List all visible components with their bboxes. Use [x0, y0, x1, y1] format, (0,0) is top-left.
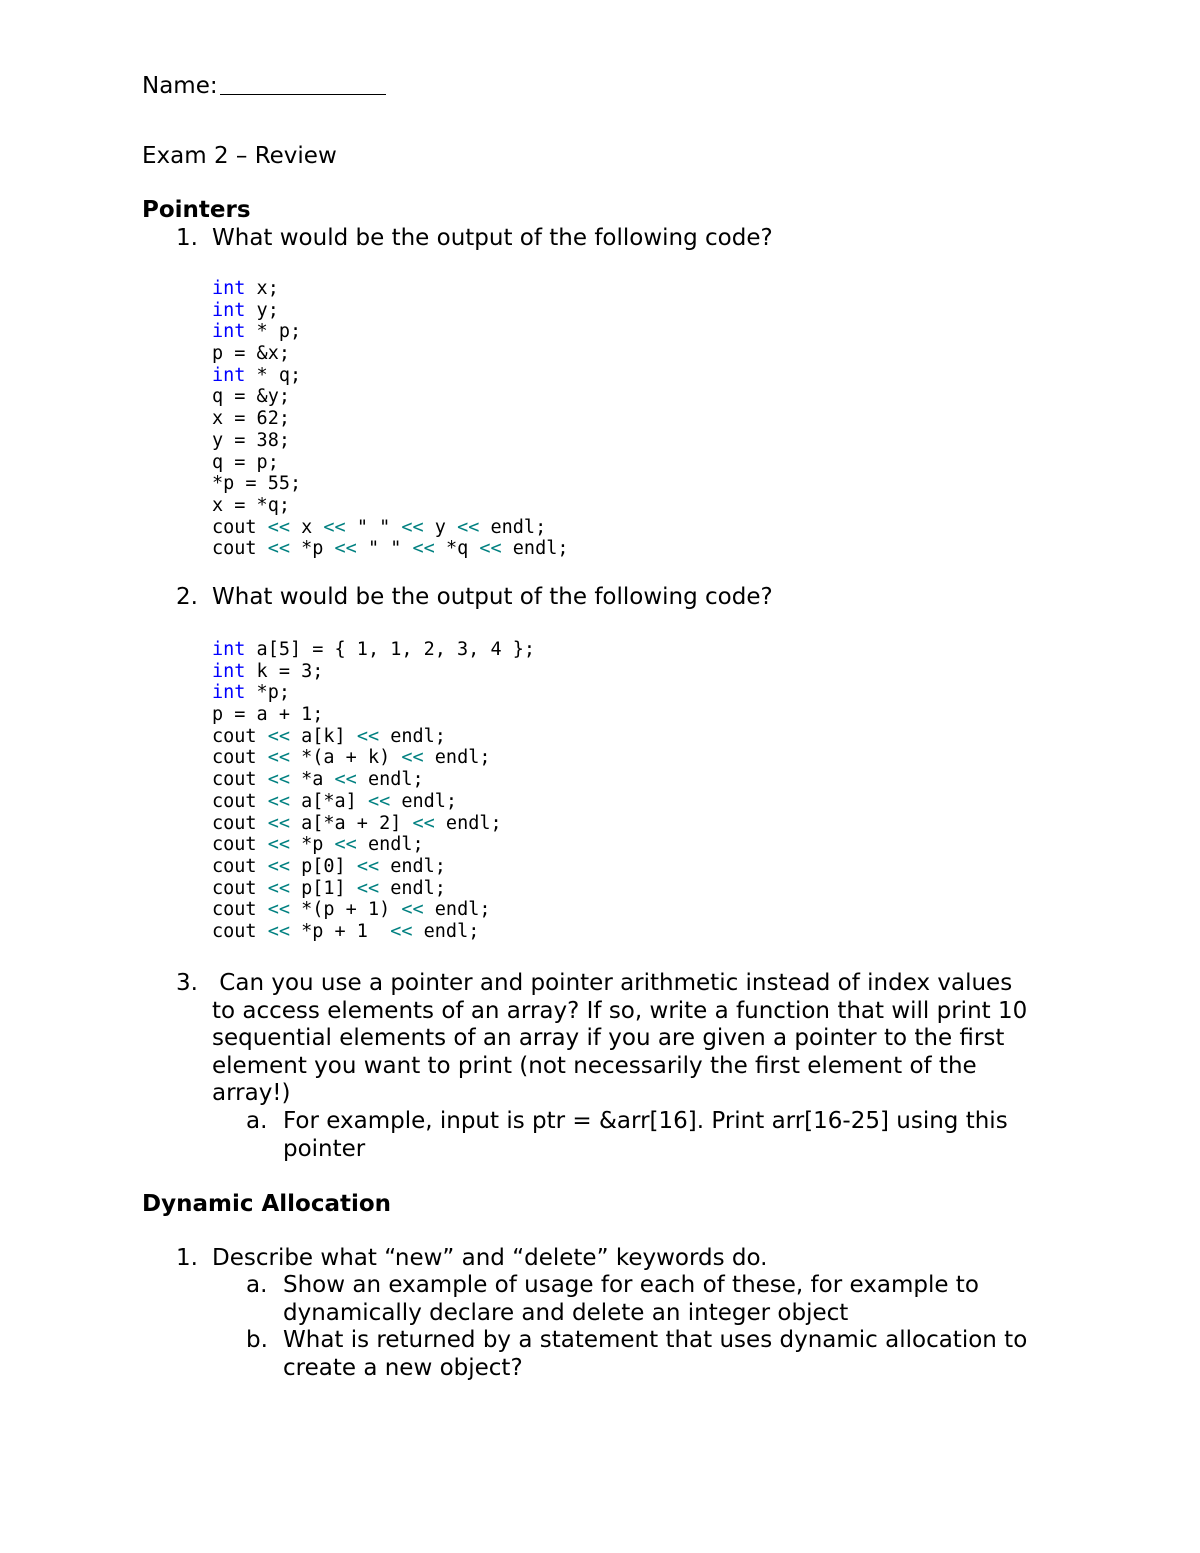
name-blank-line	[220, 72, 386, 95]
question-number: 3.	[176, 970, 198, 996]
code-operator: <<	[356, 725, 380, 747]
code-operator: <<	[267, 920, 290, 942]
subquestion-text	[283, 1327, 1063, 1382]
code-line: *p = 55;	[212, 473, 302, 495]
subquestion-text	[283, 1108, 1063, 1163]
code-block-2	[212, 639, 535, 943]
subquestion-letter: a.	[246, 1108, 268, 1134]
subquestion-letter: a.	[246, 1272, 268, 1298]
subquestion-text-line: What is returned by a statement that uses dynamic allocation to	[283, 1327, 1028, 1353]
question-text-line: array!)	[212, 1080, 291, 1106]
name-field	[142, 72, 386, 100]
code-operator: <<	[356, 855, 380, 877]
question-text	[212, 970, 1052, 1108]
code-keyword: int	[212, 299, 246, 321]
code-line: cout << x << " " << y << endl;	[212, 516, 547, 538]
code-keyword: int	[212, 660, 246, 682]
code-operator: <<	[334, 538, 357, 560]
question-number: 1.	[176, 1245, 198, 1271]
code-line: cout << *(a + k) << endl;	[212, 747, 491, 769]
document-title: Exam 2 – Review	[142, 143, 337, 169]
subquestion-text-line: For example, input is ptr = &arr[16]. Print arr[16-25] using this	[283, 1108, 1008, 1134]
code-operator: <<	[267, 790, 290, 812]
subquestion-letter: b.	[246, 1327, 268, 1353]
code-keyword: int	[212, 321, 246, 343]
question-number: 1.	[176, 225, 198, 251]
question-text: Describe what “new” and “delete” keywords do.	[212, 1245, 768, 1271]
code-operator: <<	[323, 516, 346, 538]
code-line: int a[5] = { 1, 1, 2, 3, 4 };	[212, 639, 536, 660]
code-keyword: int	[212, 682, 246, 704]
subquestion-text	[283, 1272, 1063, 1327]
code-operator: <<	[267, 516, 290, 538]
code-operator: <<	[401, 516, 424, 538]
question-text-line: Can you use a pointer and pointer arithmetic instead of index values	[212, 970, 1013, 996]
code-line: cout << *a << endl;	[212, 769, 424, 791]
code-line: x = 62;	[212, 408, 290, 430]
name-label: Name:	[142, 73, 218, 99]
code-operator: <<	[267, 855, 290, 877]
code-operator: <<	[267, 769, 290, 791]
question-text-line: to access elements of an array? If so, write a function that will print 10	[212, 997, 1028, 1024]
code-operator: <<	[479, 538, 502, 560]
section-heading-dynamic-allocation: Dynamic Allocation	[142, 1191, 392, 1217]
code-line: p = a + 1;	[212, 704, 324, 726]
code-line: cout << *p << endl;	[212, 834, 424, 856]
question-text-line: sequential elements of an array if you are given a pointer to the first	[212, 1025, 1005, 1051]
code-operator: <<	[267, 812, 290, 834]
code-line: p = &x;	[212, 343, 290, 365]
code-line: x = *q;	[212, 494, 290, 516]
code-line: cout << *p << " " << *q << endl;	[212, 538, 569, 560]
code-line: cout << p[1] << endl;	[212, 877, 446, 899]
code-operator: <<	[267, 877, 290, 899]
code-operator: <<	[267, 747, 290, 769]
code-operator: <<	[267, 899, 290, 921]
code-operator: <<	[334, 834, 357, 856]
code-operator: <<	[412, 812, 435, 834]
subquestion-text-line: dynamically declare and delete an integer object	[283, 1299, 849, 1326]
code-keyword: int	[212, 278, 246, 299]
code-line: int * p;	[212, 321, 302, 343]
code-line: cout << *p + 1 << endl;	[212, 920, 480, 942]
question-text: What would be the output of the following code?	[212, 225, 773, 251]
code-line: int y;	[212, 299, 279, 321]
code-operator: <<	[267, 725, 290, 747]
code-block-1	[212, 278, 568, 560]
code-line: int x;	[212, 278, 279, 299]
code-operator: <<	[267, 538, 290, 560]
question-number: 2.	[176, 584, 198, 610]
question-text: What would be the output of the following code?	[212, 584, 773, 610]
code-operator: <<	[412, 538, 435, 560]
code-keyword: int	[212, 639, 246, 660]
question-text-line: element you want to print (not necessarily the first element of the	[212, 1052, 977, 1079]
code-operator: <<	[356, 877, 380, 899]
code-operator: <<	[457, 516, 480, 538]
code-line: cout << p[0] << endl;	[212, 855, 446, 877]
code-operator: <<	[401, 747, 424, 769]
code-line: cout << a[*a] << endl;	[212, 790, 458, 812]
code-line: int *p;	[212, 682, 290, 704]
code-operator: <<	[390, 920, 413, 942]
code-operator: <<	[367, 790, 391, 812]
code-keyword: int	[212, 364, 246, 386]
code-line: q = &y;	[212, 386, 290, 408]
code-operator: <<	[267, 834, 290, 856]
subquestion-text-line: pointer	[283, 1135, 366, 1162]
code-operator: <<	[334, 769, 357, 791]
code-operator: <<	[401, 899, 424, 921]
code-line: int * q;	[212, 364, 302, 386]
code-line: cout << a[*a + 2] << endl;	[212, 812, 502, 834]
code-line: y = 38;	[212, 429, 290, 451]
section-heading-pointers: Pointers	[142, 197, 251, 223]
code-line: cout << a[k] << endl;	[212, 725, 446, 747]
subquestion-text-line: create a new object?	[283, 1354, 523, 1381]
code-line: int k = 3;	[212, 660, 324, 682]
subquestion-text-line: Show an example of usage for each of these, for example to	[283, 1272, 979, 1298]
code-line: q = p;	[212, 451, 279, 473]
code-line: cout << *(p + 1) << endl;	[212, 899, 491, 921]
